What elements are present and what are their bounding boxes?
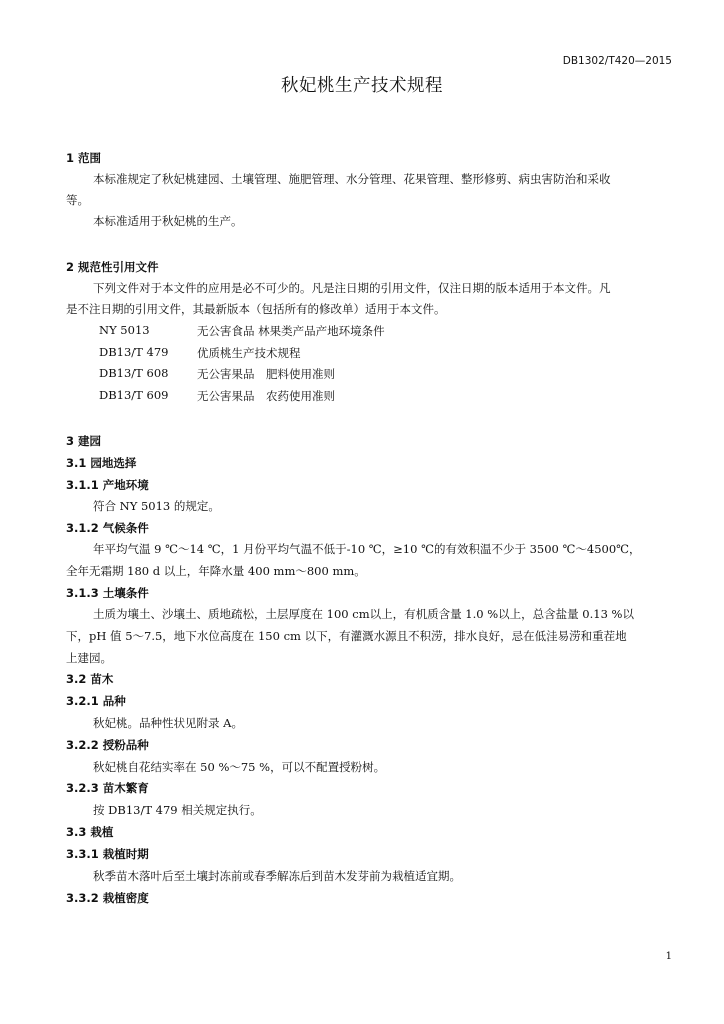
subsection-heading: 3.3 栽植 (66, 825, 114, 839)
reference-name: 无公害果品 肥料使用准则 (197, 367, 335, 381)
paragraph-line: 秋妃桃自花结实率在 50 %～75 %，可以不配置授粉树。 (93, 760, 386, 774)
paragraph-line: 是不注日期的引用文件，其最新版本（包括所有的修改单）适用于本文件。 (66, 302, 446, 316)
subsection-heading: 3.1.3 土壤条件 (66, 586, 149, 600)
subsection-heading: 3.2 苗木 (66, 672, 114, 686)
paragraph-line: 下列文件对于本文件的应用是必不可少的。凡是注日期的引用文件，仅注日期的版本适用于本文件。凡 (93, 281, 611, 295)
reference-code: DB13/T 608 (99, 366, 169, 380)
paragraph-line: 下，pH 值 5～7.5，地下水位高度在 150 cm 以下，有灌溉水源且不积涝，排水良好，忌在低洼易涝和重茬地 (66, 629, 627, 643)
reference-code: DB13/T 479 (99, 345, 169, 359)
paragraph-line: 本标准适用于秋妃桃的生产。 (93, 214, 243, 228)
paragraph-line: 年平均气温 9 ℃～14 ℃，1 月份平均气温不低于-10 ℃，≥10 ℃的有效积温不少于 3500 ℃～4500℃， (93, 542, 641, 556)
paragraph-line: 秋季苗木落叶后至土壤封冻前或春季解冻后到苗木发芽前为栽植适宜期。 (93, 869, 461, 883)
paragraph-line: 上建园。 (66, 651, 112, 665)
reference-code: DB13/T 609 (99, 388, 169, 402)
subsection-heading: 3.1.2 气候条件 (66, 521, 149, 535)
subsection-heading: 3.3.1 栽植时期 (66, 847, 149, 861)
subsection-heading: 3.1 园地选择 (66, 456, 137, 470)
section-heading: 1 范围 (66, 151, 102, 165)
paragraph-line: 符合 NY 5013 的规定。 (93, 499, 220, 513)
paragraph-line: 秋妃桃。品种性状见附录 A。 (93, 716, 243, 730)
section-heading: 3 建园 (66, 434, 102, 448)
standard-number: DB1302/T420—2015 (562, 55, 672, 67)
reference-name: 优质桃生产技术规程 (197, 346, 301, 360)
section-heading: 2 规范性引用文件 (66, 260, 159, 274)
subsection-heading: 3.3.2 栽植密度 (66, 891, 149, 905)
subsection-heading: 3.1.1 产地环境 (66, 478, 149, 492)
reference-code: NY 5013 (99, 323, 150, 337)
paragraph-line: 本标准规定了秋妃桃建园、土壤管理、施肥管理、水分管理、花果管理、整形修剪、病虫害防治和采收 (93, 172, 611, 186)
paragraph-line: 等。 (66, 193, 89, 207)
reference-name: 无公害食品 林果类产品产地环境条件 (197, 324, 385, 338)
page-number: 1 (665, 951, 672, 962)
paragraph-line: 按 DB13/T 479 相关规定执行。 (93, 803, 262, 817)
reference-name: 无公害果品 农药使用准则 (197, 389, 335, 403)
subsection-heading: 3.2.1 品种 (66, 694, 126, 708)
paragraph-line: 土质为壤土、沙壤土、质地疏松，土层厚度在 100 cm以上，有机质含量 1.0 %以上，总含盐量 0.13 %以 (93, 607, 634, 621)
subsection-heading: 3.2.2 授粉品种 (66, 738, 149, 752)
subsection-heading: 3.2.3 苗木繁育 (66, 781, 149, 795)
document-title: 秋妃桃生产技术规程 (281, 76, 443, 96)
paragraph-line: 全年无霜期 180 d 以上，年降水量 400 mm～800 mm。 (66, 564, 366, 578)
